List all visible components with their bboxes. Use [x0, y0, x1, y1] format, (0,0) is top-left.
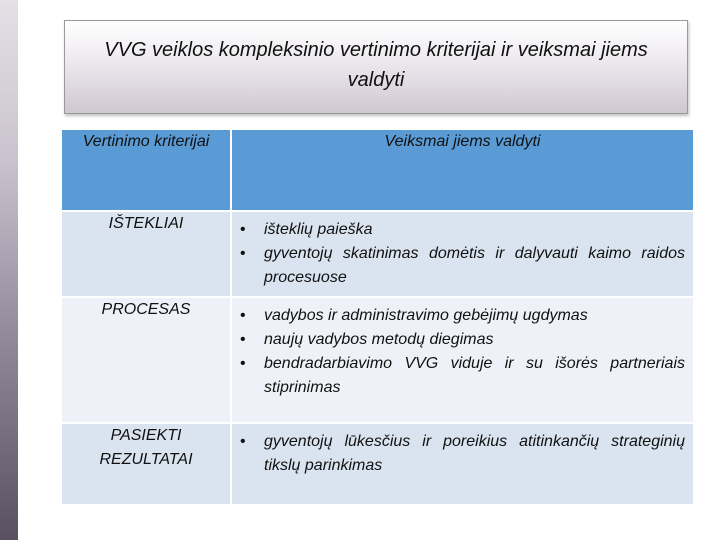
bullet-icon: •: [240, 331, 246, 348]
decorative-side-bar: [0, 0, 18, 540]
actions-cell: [232, 424, 693, 504]
bullet-icon: •: [240, 307, 246, 324]
criterion-cell: PROCESAS: [62, 298, 230, 422]
table-header-row: [62, 130, 693, 210]
header-criteria: Vertinimo kriterijai: [62, 130, 230, 210]
slide-title-box: [64, 20, 688, 114]
bullet-icon: •: [240, 433, 246, 450]
list-item: • bendradarbiavimo VVG viduje ir su išorės partneriais stiprinimas: [238, 352, 685, 400]
table-row: [62, 424, 693, 504]
actions-cell: [232, 212, 693, 296]
table-row: [62, 298, 693, 422]
list-item: • gyventojų skatinimas domėtis ir dalyvauti kaimo raidos procesuose: [238, 242, 685, 290]
list-item: • naujų vadybos metodų diegimas: [238, 328, 685, 352]
actions-list: [232, 298, 693, 406]
list-item: • išteklių paieška: [238, 218, 685, 242]
bullet-icon: •: [240, 245, 246, 262]
criterion-cell: PASIEKTI REZULTATAI: [62, 424, 230, 504]
bullet-icon: •: [240, 355, 246, 372]
bullet-icon: •: [240, 221, 246, 238]
list-item: • gyventojų lūkesčius ir poreikius atitinkančių strateginių tikslų parinkimas: [238, 430, 685, 478]
slide-title: VVG veiklos kompleksinio vertinimo kriterijai ir veiksmai jiems valdyti: [104, 39, 648, 91]
criteria-table: [60, 128, 695, 506]
actions-list: [232, 212, 693, 296]
header-actions: Veiksmai jiems valdyti: [232, 130, 693, 210]
actions-list: [232, 424, 693, 484]
list-item: • vadybos ir administravimo gebėjimų ugdymas: [238, 304, 685, 328]
criterion-cell: IŠTEKLIAI: [62, 212, 230, 296]
table-row: [62, 212, 693, 296]
actions-cell: [232, 298, 693, 422]
